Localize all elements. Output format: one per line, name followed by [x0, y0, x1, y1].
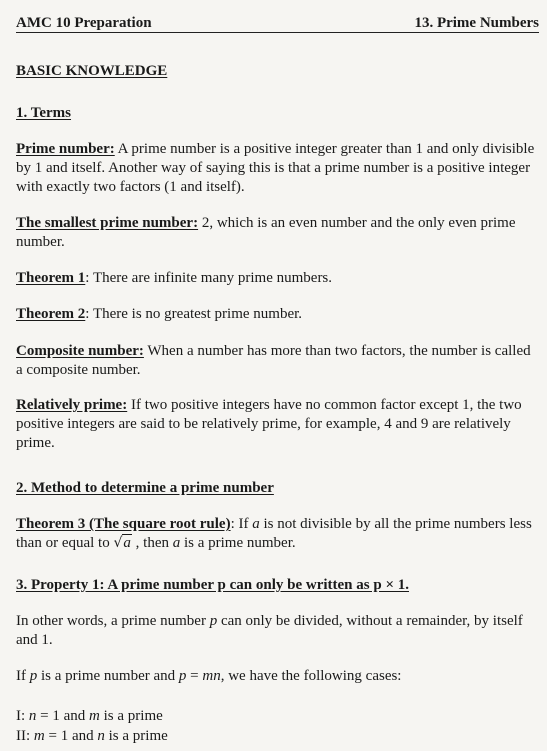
- cases-intro-text-b: is a prime number and: [37, 668, 179, 684]
- variable-a: a: [252, 516, 260, 532]
- theorem-3-text-a: : If: [230, 516, 253, 532]
- cases-intro-text-d: , we have the following cases:: [220, 668, 402, 684]
- theorem-3-text-c: , then: [131, 535, 173, 551]
- case-1-text-b: = 1 and: [36, 708, 90, 724]
- square-root-expression: [113, 534, 131, 553]
- header-chapter-title: 13. Prime Numbers: [414, 15, 539, 31]
- variable-p: p: [209, 613, 218, 629]
- composite-number-definition: [16, 342, 537, 380]
- variable-n: n: [28, 708, 37, 724]
- composite-number-label: Composite number:: [16, 343, 144, 359]
- relatively-prime-definition: [16, 396, 537, 453]
- case-2-prefix: II:: [16, 728, 34, 744]
- radical-sign: √: [113, 535, 123, 551]
- theorem-3-text-b: is not divisible by all the prime numbers less than or equal to: [16, 516, 532, 551]
- case-1: [16, 707, 537, 726]
- theorem-2: [16, 305, 537, 324]
- theorem-3: [16, 515, 537, 553]
- theorem-3-text-d: is a prime number.: [180, 535, 296, 551]
- property-text-a: In other words, a prime number: [16, 613, 210, 629]
- theorem-1-text: : There are infinite many prime numbers.: [85, 270, 333, 286]
- variable-n-2: n: [97, 728, 105, 744]
- radicand-a: a: [123, 535, 131, 551]
- theorem-1: [16, 269, 537, 288]
- case-1-prefix: I:: [16, 708, 29, 724]
- header-course-title: AMC 10 Preparation: [16, 15, 152, 31]
- theorem-2-label: Theorem 2: [16, 306, 86, 322]
- prime-number-definition: [16, 140, 537, 197]
- section-title: BASIC KNOWLEDGE: [16, 63, 168, 79]
- variable-p-2: p: [29, 668, 38, 684]
- theorem-2-text: : There is no greatest prime number.: [85, 306, 303, 322]
- theorem-1-label: Theorem 1: [16, 270, 86, 286]
- variable-m-2: m: [33, 728, 45, 744]
- cases-intro-text-a: If: [16, 668, 30, 684]
- prime-number-text: A prime number is a positive integer greater than 1 and only divisible by 1 and itself. Another way of saying this is that a prime number is a positive integer with exactly two factors (1 and itself).: [16, 141, 535, 195]
- case-1-text-c: is a prime: [99, 708, 163, 724]
- page-header: [16, 12, 539, 33]
- smallest-prime-label: The smallest prime number:: [16, 215, 199, 231]
- variable-p-3: p: [178, 668, 187, 684]
- smallest-prime-definition: [16, 214, 537, 252]
- property-heading: 3. Property 1: A prime number p can only be written as p × 1.: [16, 577, 409, 593]
- method-heading: 2. Method to determine a prime number: [16, 480, 274, 496]
- relatively-prime-label: Relatively prime:: [16, 397, 128, 413]
- smallest-prime-text: 2, which is an even number and the only even prime number.: [16, 215, 516, 250]
- case-2-text-c: is a prime: [104, 728, 168, 744]
- variable-a-2: a: [172, 535, 181, 551]
- case-2: [16, 727, 537, 746]
- variable-m: m: [89, 708, 100, 724]
- relatively-prime-text: If two positive integers have no common factor except 1, the two positive integers are said to be relatively prime, for example, 4 and 9 are relatively prime.: [16, 397, 522, 451]
- composite-number-text: When a number has more than two factors, the number is called a composite number.: [16, 343, 531, 378]
- terms-heading: 1. Terms: [16, 105, 72, 121]
- property-text-b: can only be divided, without a remainder, by itself and 1.: [16, 613, 523, 648]
- variable-mn: mn: [202, 668, 221, 684]
- prime-number-label: Prime number:: [16, 141, 115, 157]
- property-explanation: [16, 612, 537, 650]
- case-2-text-b: = 1 and: [44, 728, 98, 744]
- theorem-3-label: Theorem 3 (The square root rule): [16, 516, 231, 532]
- cases-intro-text-c: =: [186, 668, 203, 684]
- property-cases-intro: [16, 667, 537, 686]
